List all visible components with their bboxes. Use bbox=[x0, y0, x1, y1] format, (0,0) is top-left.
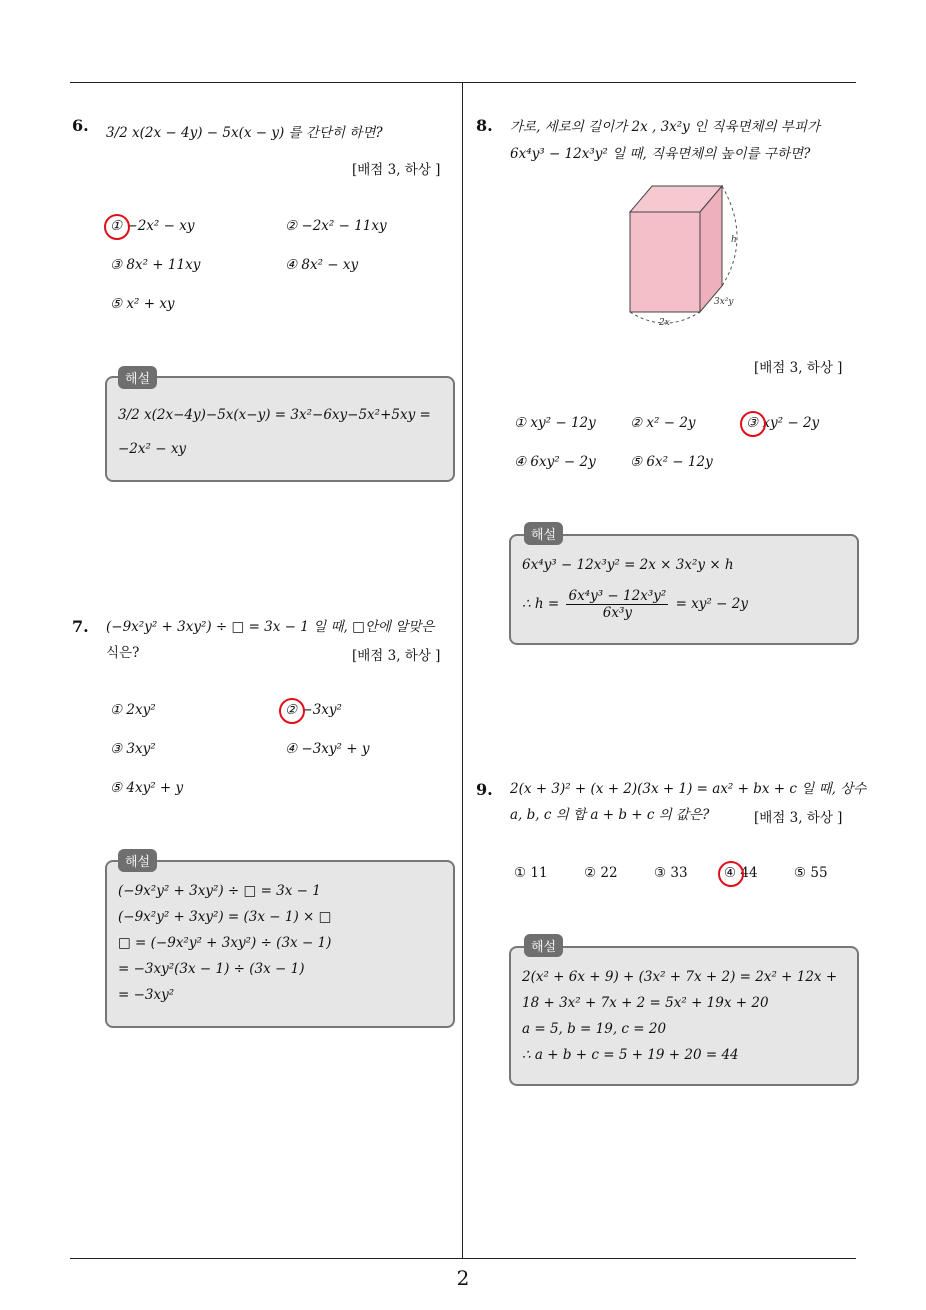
option-3[interactable]: ③ xy² − 2y bbox=[746, 415, 820, 431]
question-stem-line: a, b, c 의 합 a + b + c 의 값은? bbox=[510, 807, 710, 823]
option-3[interactable]: ③ 8x² + 11xy bbox=[110, 257, 201, 273]
question-stem-line: 식은? bbox=[106, 645, 140, 661]
option-1[interactable]: ① 2xy² bbox=[110, 702, 156, 718]
option-4[interactable]: ④ −3xy² + y bbox=[285, 741, 370, 757]
answer-mark-circle bbox=[740, 411, 766, 437]
option-3[interactable]: ③ 33 bbox=[654, 865, 688, 881]
option-5[interactable]: ⑤ x² + xy bbox=[110, 296, 175, 312]
option-1[interactable]: ① −2x² − xy bbox=[110, 218, 195, 234]
question-number: 9. bbox=[476, 780, 493, 799]
page-number: 2 bbox=[456, 1266, 470, 1290]
question-stem-line: 6x⁴y³ − 12x³y² 일 때, 직육면체의 높이를 구하면? bbox=[510, 146, 811, 162]
width-label: 2x bbox=[659, 318, 670, 328]
solution-box bbox=[105, 376, 455, 482]
solution-line: 2(x² + 6x + 9) + (3x² + 7x + 2) = 2x² + 12x + bbox=[522, 969, 838, 985]
question-stem-line: 2(x + 3)² + (x + 2)(3x + 1) = ax² + bx + c 일 때, 상수 bbox=[510, 781, 867, 797]
solution-line: (−9x²y² + 3xy²) = (3x − 1) × □ bbox=[118, 909, 332, 925]
solution-line: □ = (−9x²y² + 3xy²) ÷ (3x − 1) bbox=[118, 935, 332, 951]
option-3[interactable]: ③ 3xy² bbox=[110, 741, 156, 757]
score-label: [배점 3, 하상 ] bbox=[754, 360, 843, 376]
option-4[interactable]: ④ 8x² − xy bbox=[285, 257, 359, 273]
solution-line: (−9x²y² + 3xy²) ÷ □ = 3x − 1 bbox=[118, 883, 321, 899]
answer-mark-circle bbox=[104, 214, 130, 240]
option-2[interactable]: ② −3xy² bbox=[285, 702, 342, 718]
question-number: 6. bbox=[72, 116, 89, 135]
score-label: [배점 3, 하상 ] bbox=[352, 162, 441, 178]
solution-tag: 해설 bbox=[524, 522, 563, 545]
answer-mark-circle bbox=[718, 861, 744, 887]
fraction-denominator: 6x³y bbox=[602, 605, 632, 621]
solution-line: 6x⁴y³ − 12x³y² = 2x × 3x²y × h bbox=[522, 557, 734, 573]
option-5[interactable]: ⑤ 55 bbox=[794, 865, 828, 881]
solution-tag: 해설 bbox=[118, 849, 157, 872]
option-5[interactable]: ⑤ 6x² − 12y bbox=[630, 454, 713, 470]
option-4[interactable]: ④ 44 bbox=[724, 865, 758, 881]
solution-line: 3/2 x(2x−4y)−5x(x−y) = 3x²−6xy−5x²+5xy = bbox=[118, 407, 431, 423]
solution-line: ∴ a + b + c = 5 + 19 + 20 = 44 bbox=[522, 1047, 739, 1063]
solution-line: = −3xy²(3x − 1) ÷ (3x − 1) bbox=[118, 961, 305, 977]
question-stem: 3/2 x(2x − 4y) − 5x(x − y) 를 간단히 하면? bbox=[106, 125, 383, 141]
option-1[interactable]: ① 11 bbox=[514, 865, 548, 881]
option-2[interactable]: ② x² − 2y bbox=[630, 415, 696, 431]
question-number: 8. bbox=[476, 116, 493, 135]
therefore-prefix: ∴ h = bbox=[522, 596, 560, 612]
question-number: 7. bbox=[72, 617, 89, 636]
solution-line bbox=[522, 588, 748, 621]
option-1[interactable]: ① xy² − 12y bbox=[514, 415, 596, 431]
fraction bbox=[566, 588, 668, 621]
option-5[interactable]: ⑤ 4xy² + y bbox=[110, 780, 184, 796]
solution-tag: 해설 bbox=[118, 366, 157, 389]
solution-line: a = 5, b = 19, c = 20 bbox=[522, 1021, 667, 1037]
solution-line: −2x² − xy bbox=[118, 441, 187, 457]
score-label: [배점 3, 하상 ] bbox=[754, 810, 843, 826]
height-label: h bbox=[731, 235, 737, 245]
option-2[interactable]: ② −2x² − 11xy bbox=[285, 218, 387, 234]
fraction-numerator: 6x⁴y³ − 12x³y² bbox=[568, 588, 667, 604]
cuboid-figure bbox=[612, 178, 752, 328]
solution-line: 18 + 3x² + 7x + 2 = 5x² + 19x + 20 bbox=[522, 995, 769, 1011]
top-rule bbox=[70, 82, 856, 83]
bottom-rule bbox=[70, 1258, 856, 1259]
result-suffix: = xy² − 2y bbox=[675, 596, 748, 612]
score-label: [배점 3, 하상 ] bbox=[352, 648, 441, 664]
depth-label: 3x²y bbox=[714, 297, 734, 307]
solution-line: = −3xy² bbox=[118, 987, 175, 1003]
question-stem-line: 가로, 세로의 길이가 2x , 3x²y 인 직육면체의 부피가 bbox=[510, 119, 821, 135]
option-2[interactable]: ② 22 bbox=[584, 865, 618, 881]
question-stem-line: (−9x²y² + 3xy²) ÷ □ = 3x − 1 일 때, □안에 알맞은 bbox=[106, 619, 435, 635]
column-divider bbox=[462, 83, 463, 1259]
answer-mark-circle bbox=[279, 698, 305, 724]
solution-tag: 해설 bbox=[524, 934, 563, 957]
option-4[interactable]: ④ 6xy² − 2y bbox=[514, 454, 596, 470]
